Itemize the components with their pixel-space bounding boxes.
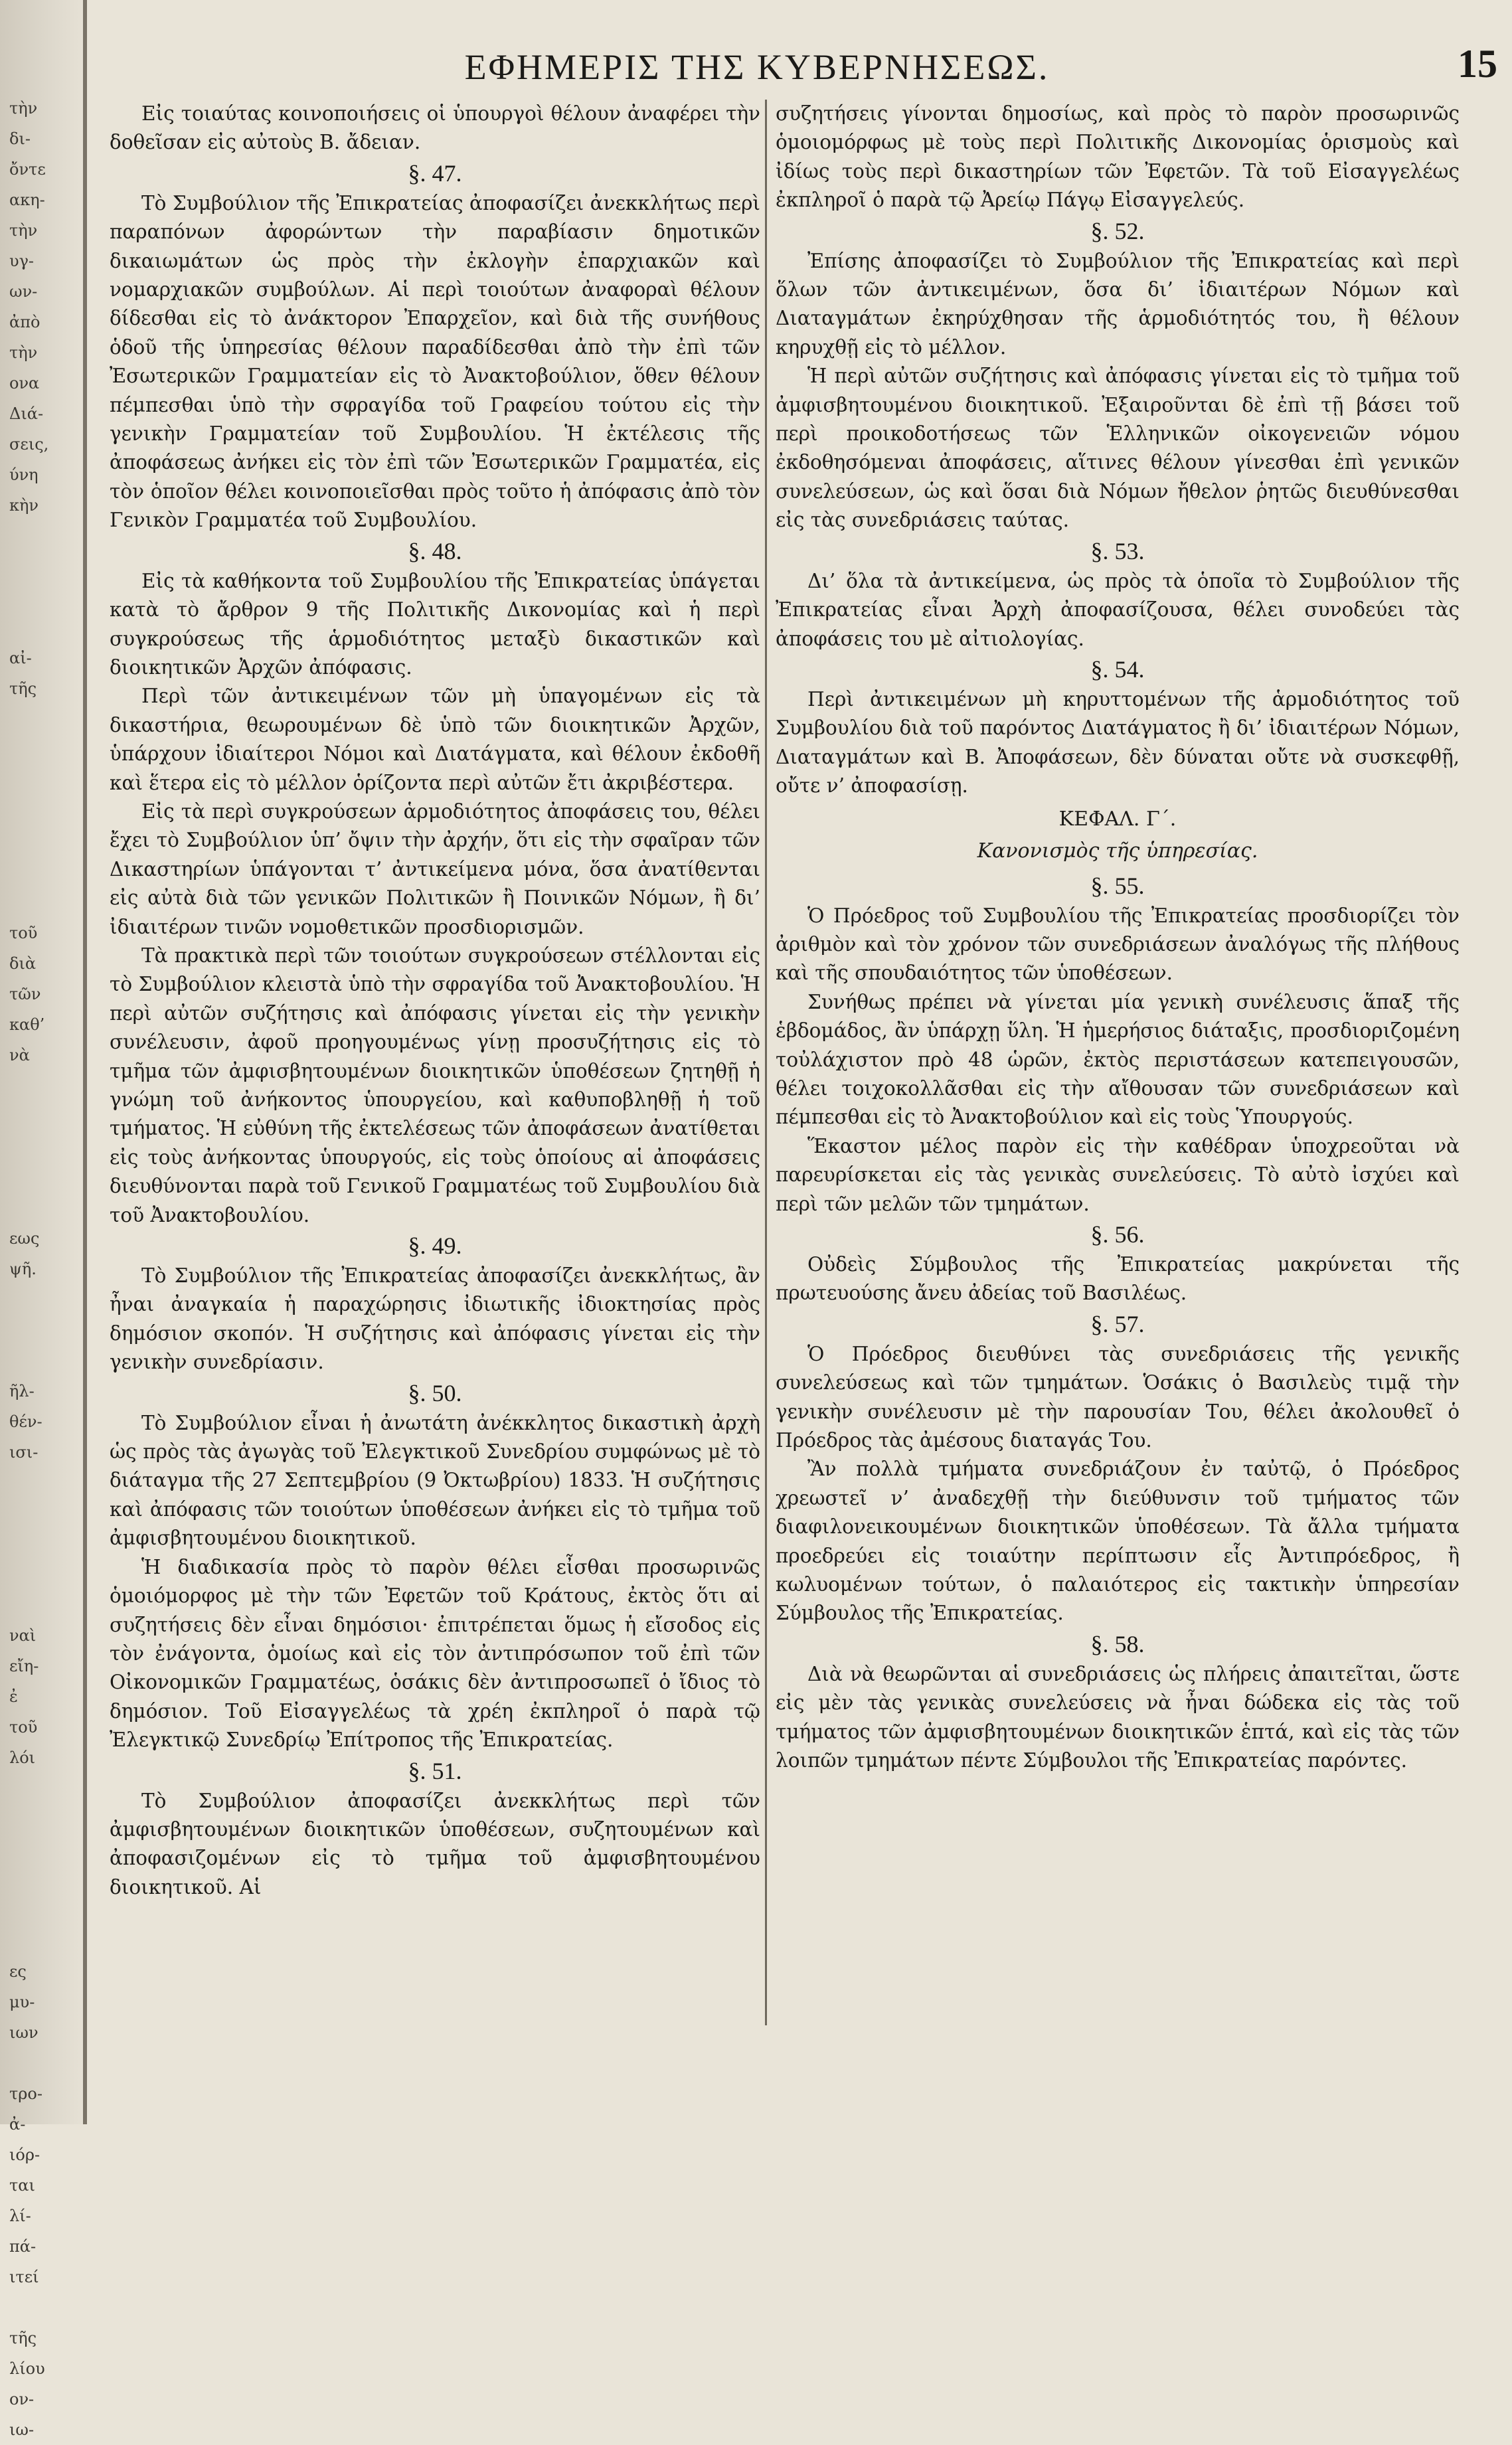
margin-fragment: ες — [9, 1962, 27, 1981]
margin-fragment — [9, 734, 76, 765]
article-paragraph: Ἡ διαδικασία πρὸς τὸ παρὸν θέλει εἶσθαι προσωρινῶς ὁμοιόμορφος μὲ τὴν τῶν Ἐφετῶν τοῦ Κράτους, ἐκτὸς ὅτι αἱ συζητήσεις δὲν εἶναι δημόσιοι· ἐπιτρέπεται ὅμως ἡ εἴσοδος εἰς τὸν ἐνάγοντα, ὁμοίως καὶ εἰς τὸν ἀντιπρόσωπον τοῦ ἐπὶ τῶν Οἰκονομικῶν Γραμματέως, ὁσάκις δὲν ἀντιπροσωπεῖ ὁ ἴδιος τὸ δημόσιον. Τοῦ Εἰσαγγελέως τὰ χρέη ἐκπληροῖ ὁ παρὰ τῷ Ἐλεγκτικῷ Συνεδρίῳ Ἐπίτροπος τῆς Ἐπικρατείας. — [110, 1555, 760, 1752]
article-paragraph: συζητήσεις γίνονται δημοσίως, καὶ πρὸς τὸ παρὸν προσωρινῶς ὁμοιομόρφως μὲ τοὺς περὶ Πολιτικῆς Δικονομίας ὁρισμοὺς καὶ ἰδίως τοὺς περὶ δικαστηρίων τῶν Ἐφετῶν. Τὰ τοῦ Εἰσαγγελέως ἐκπληροῖ ὁ παρὰ τῷ Ἀρείῳ Πάγῳ Εἰσαγγελεύς. — [776, 102, 1460, 212]
margin-fragment — [9, 1529, 76, 1559]
margin-fragment — [9, 1804, 76, 1834]
margin-fragment: διὰ — [9, 954, 37, 973]
margin-fragment: Διά- — [9, 404, 44, 423]
article-paragraph: Τὸ Συμβούλιον ἀποφασίζει ἀνεκκλήτως περὶ τῶν ἀμφισβητουμένων διοικητικῶν ὑποθέσεων, συζητουμένων καὶ ἀποφασιζομένων εἰς τὸ τμῆμα τοῦ ἀμφισβητουμένου διοικητικοῦ. Αἱ — [110, 1789, 760, 1898]
section-heading: §. 50. — [408, 1379, 462, 1406]
margin-fragment: ῆλ- — [9, 1382, 35, 1400]
margin-fragment: ται — [9, 2176, 35, 2195]
article-paragraph: Ὁ Πρόεδρος διευθύνει τὰς συνεδριάσεις τῆς γενικῆς συνελεύσεως καὶ τῶν τμημάτων. Ὁσάκις ὁ Βασιλεὺς τιμᾷ τὴν γενικὴν συνέλευσιν μὲ τὴν παρουσίαν Του, θέλει ἀκολουθεῖ ὁ Πρόεδρος τὰς ἀμέσους διαταγάς Του. — [776, 1342, 1460, 1452]
chapter-heading: ΚΕΦΑΛ. Γ΄. — [1058, 807, 1177, 831]
margin-fragment: τὴν — [9, 343, 38, 362]
margin-fragment — [9, 582, 76, 612]
adjacent-page-edge — [0, 0, 87, 2439]
margin-fragment: αἰ- — [9, 649, 32, 667]
margin-fragment — [9, 1773, 76, 1804]
margin-fragment — [9, 1345, 76, 1376]
margin-fragment: ιτεί — [9, 2268, 39, 2286]
margin-fragment: εως — [9, 1229, 40, 1248]
margin-fragment: ον- — [9, 2390, 35, 2408]
margin-fragment: τοῦ — [9, 1718, 38, 1736]
margin-fragment — [9, 1865, 76, 1895]
margin-fragment: λί- — [9, 2207, 31, 2225]
article-paragraph: Περὶ τῶν ἀντικειμένων τῶν μὴ ὑπαγομένων εἰς τὰ δικαστήρια, θεωρουμένων δὲ ὑπὸ τῶν διοικητικῶν Ἀρχῶν, ὑπάρχουν ἰδιαίτεροι Νόμοι καὶ Διατάγματα, καὶ θέλουν ἐκδοθῆ καὶ ἕτερα εἰς τὸ μέλλον ὁρίζοντα περὶ αὐτῶν ἔτι ἀκριβέστερα. — [110, 685, 760, 794]
section-heading: §. 47. — [408, 159, 462, 187]
margin-fragment — [9, 2292, 76, 2323]
article-paragraph: Συνήθως πρέπει νὰ γίνεται μία γενικὴ συνέλευσις ἅπαξ τῆς ἑβδομάδος, ἂν ὑπάρχῃ ὕλη. Ἡ ἡμερήσιος διάταξις, προσδιοριζομένη τοὐλάχιστον πρὸ 48 ὡρῶν, ἐκτὸς περιστάσεων κατεπειγουσῶν, θέλει τοιχοκολλᾶσθαι εἰς τὴν αἴθουσαν τῶν συνεδριάσεων καὶ πέμπεσθαι εἰς τὸ Ἀνακτοβούλιον καὶ εἰς τοὺς Ὑπουργούς. — [776, 990, 1460, 1129]
right-column — [776, 100, 1460, 1776]
margin-fragment — [9, 1926, 76, 1956]
left-column — [110, 100, 760, 1902]
column-divider — [765, 100, 767, 2025]
margin-fragment — [9, 551, 76, 582]
margin-fragment — [9, 1101, 76, 1132]
section-heading: §. 48. — [408, 537, 462, 564]
margin-fragment — [9, 826, 76, 857]
margin-fragment: τοῦ — [9, 924, 38, 942]
chapter-subtitle: Κανονισμὸς τῆς ὑπηρεσίας. — [977, 839, 1258, 863]
margin-fragment: σεις, — [9, 435, 49, 454]
article-paragraph: Εἰς τοιαύτας κοινοποιήσεις οἱ ὑπουργοὶ θέλουν ἀναφέρει τὴν δοθεῖσαν εἰς αὐτοὺς Β. ἄδειαν. — [110, 102, 760, 154]
adjacent-page-fragments — [9, 93, 76, 2445]
margin-fragment: ακη- — [9, 191, 45, 209]
section-heading: §. 52. — [1090, 217, 1145, 244]
section-heading: §. 49. — [408, 1232, 462, 1260]
margin-fragment — [9, 1284, 76, 1315]
margin-fragment: ἀπὸ — [9, 313, 41, 331]
margin-fragment: ιων — [9, 2023, 39, 2042]
margin-fragment — [9, 1559, 76, 1590]
margin-fragment — [9, 704, 76, 734]
margin-fragment: λίου — [9, 2359, 45, 2378]
article-paragraph: Τὸ Συμβούλιον τῆς Ἐπικρατείας ἀποφασίζει ἀνεκκλήτως, ἂν ἦναι ἀναγκαία ἡ παραχώρησις ἰδιωτικῆς ἰδιοκτησίας πρὸς δημόσιον σκοπόν. Ἡ συζήτησις καὶ ἀπόφασις γίνεται εἰς τὴν γενικὴν συνεδρίασιν. — [110, 1264, 760, 1374]
page-number: 15 — [1458, 42, 1497, 86]
margin-fragment: νὰ — [9, 1046, 30, 1064]
margin-fragment — [9, 2048, 76, 2078]
section-heading: §. 55. — [1090, 872, 1145, 899]
margin-fragment — [9, 1468, 76, 1498]
margin-fragment — [9, 1315, 76, 1345]
article-paragraph: Ἂν πολλὰ τμήματα συνεδριάζουν ἐν ταὐτῷ, ὁ Πρόεδρος χρεωστεῖ ν’ ἀναδεχθῇ τὴν διεύθυνσιν τοῦ τμήματος τῶν διαφιλονεικουμένων διοικητικῶν ὑποθέσεων. Τὰ ἄλλα τμήματα προεδρεύει εἰς τοιαύτην περίπτωσιν εἷς Ἀντιπρόεδρος, ἢ κωλυομένων τούτων, ὁ παλαιότερος εἰς τακτικὴν ὑπηρεσίαν Σύμβουλος τῆς Ἐπικρατείας. — [776, 1458, 1460, 1625]
margin-fragment: ψῆ. — [9, 1260, 37, 1278]
section-heading: §. 57. — [1090, 1310, 1145, 1337]
margin-fragment: λόι — [9, 1748, 36, 1767]
margin-fragment: τῶν — [9, 985, 41, 1003]
margin-fragment: υγ- — [9, 252, 35, 270]
margin-fragment: ύνη — [9, 465, 39, 484]
margin-fragment: ιω- — [9, 2420, 35, 2439]
margin-fragment — [9, 1070, 76, 1101]
margin-fragment: θέν- — [9, 1412, 42, 1431]
margin-fragment — [9, 1132, 76, 1162]
margin-fragment — [9, 887, 76, 918]
article-paragraph: Οὐδεὶς Σύμβουλος τῆς Ἐπικρατείας μακρύνεται τῆς πρωτευούσης ἄνευ ἀδείας τοῦ Βασιλέως. — [776, 1253, 1460, 1305]
margin-fragment — [9, 1498, 76, 1529]
margin-fragment: ισι- — [9, 1443, 39, 1462]
margin-fragment — [9, 521, 76, 551]
margin-fragment: πά- — [9, 2237, 37, 2256]
margin-fragment — [9, 796, 76, 826]
page-header-title: ΕΦΗΜΕΡΙΣ ΤΗΣ ΚΥΒΕΡΝΗΣΕΩΣ. — [464, 47, 1050, 87]
section-heading: §. 58. — [1090, 1630, 1145, 1657]
margin-fragment: τρο- — [9, 2084, 42, 2103]
article-paragraph: Τὰ πρακτικὰ περὶ τῶν τοιούτων συγκρούσεων στέλλονται εἰς τὸ Συμβούλιον κλειστὰ ὑπὸ τὴν σφραγίδα τοῦ Ἀνακτοβουλίου. Ἡ περὶ αὐτῶν συζήτησις καὶ ἀπόφασις γίνεται εἰς τὴν γενικὴν συνέλευσιν, ἀφοῦ προηγουμένως γίνῃ προσυζήτησις εἰς τὸ τμῆμα τῶν ἀμφισβητουμένων διοικητικῶν ὑποθέσεων ζητηθῇ ἡ γνώμη τοῦ ἀνήκοντος ὑπουργείου, καὶ καθυποβληθῇ ἡ τοῦ τμήματος. Ἡ εὐθύνη τῆς ἐκτελέσεως τῶν ἀποφάσεων ἀνατίθεται εἰς τοὺς ἀνήκοντας ὑπουργούς, εἰς τοὺς ὁποίους αἱ ἀποφάσεις διευθύνονται παρὰ τοῦ Γενικοῦ Γραμματέως τοῦ Συμβουλίου διὰ τοῦ Ἀνακτοβουλίου. — [110, 944, 760, 1226]
margin-fragment — [9, 1590, 76, 1620]
margin-fragment — [9, 1193, 76, 1223]
margin-fragment: ων- — [9, 282, 38, 301]
margin-fragment: τὴν — [9, 99, 38, 118]
article-paragraph: Διὰ νὰ θεωρῶνται αἱ συνεδριάσεις ὡς πλήρεις ἀπαιτεῖται, ὥστε εἰς μὲν τὰς γενικὰς συνελεύσεις νὰ ἦναι δώδεκα εἰς τὰς τοῦ τμήματος τῶν ἀμφισβητουμένων διοικητικῶν ἑπτά, καὶ εἰς τὰς τῶν λοιπῶν τμημάτων πέντε Σύμβουλοι τῆς Ἐπικρατείας παρόντες. — [776, 1662, 1460, 1772]
margin-fragment — [9, 1834, 76, 1865]
section-heading: §. 56. — [1090, 1221, 1145, 1248]
margin-fragment — [9, 857, 76, 887]
section-heading: §. 51. — [408, 1757, 462, 1784]
margin-fragment: εἴη- — [9, 1657, 39, 1675]
article-paragraph: Τὸ Συμβούλιον εἶναι ἡ ἀνωτάτη ἀνέκκλητος δικαστικὴ ἀρχὴ ὡς πρὸς τὰς ἀγωγὰς τοῦ Ἐλεγκτικοῦ Συνεδρίου συμφώνως μὲ τὸ διάταγμα τῆς 27 Σεπτεμβρίου (9 Ὀκτωβρίου) 1833. Ἡ συζήτησις καὶ ἀπόφασις τῶν τοιούτων ὑποθέσεων ἀνήκει εἰς τὸ τμῆμα τοῦ ἀμφισβητουμένου διοικητικοῦ. — [110, 1411, 760, 1550]
article-paragraph: Τὸ Συμβούλιον τῆς Ἐπικρατείας ἀποφασίζει ἀνεκκλήτως περὶ παραπόνων ἀφορώντων τὴν παραβίασιν δημοτικῶν δικαιωμάτων ὡς πρὸς τὴν ἐκλογὴν ἐπαρχιακῶν καὶ νομαρχιακῶν συμβούλων. Αἱ περὶ τοιούτων ἀναφοραὶ θέλουν δίδεσθαι εἰς τὸ ἀνάκτορον Ἐπαρχεῖον, καὶ διὰ τῆς συνήθους ὁδοῦ τῆς ὑπηρεσίας θέλουν παραδίδεσθαι ἀπὸ τὴν ἐπὶ τῶν Ἐσωτερικῶν Γραμματείαν εἰς τὸ Ἀνακτοβούλιον, ὅθεν θέλουν πέμπεσθαι ὑπὸ τὴν σφραγίδα τοῦ Γραφείου τούτου εἰς τὴν γενικὴν Γραμματείαν τοῦ Συμβουλίου. Ἡ ἐκτέλεσις τῆς ἀποφάσεως ἀνήκει εἰς τὸν ἐπὶ τῶν Ἐσωτερικῶν Γραμματέα, εἰς τὸν ὁποῖον θέλει κοινοποιεῖσθαι πρὸς τοῦτο ἡ ἀπόφασις ἀπὸ τὸν Γενικὸν Γραμματέα τοῦ Συμβουλίου. — [110, 191, 760, 532]
margin-fragment — [9, 1895, 76, 1926]
margin-fragment: μυ- — [9, 1993, 35, 2011]
article-paragraph: Εἰς τὰ περὶ συγκρούσεων ἁρμοδιότητος ἀποφάσεις του, θέλει ἔχει τὸ Συμβούλιον ὑπ’ ὄψιν τὴν ἀρχήν, ὅτι εἰς τὴν σφαῖραν τῶν Δικαστηρίων ὑπάγονται τ’ ἀντικείμενα μόνα, ὅσα ἀνατίθενται εἰς αὐτὰ διὰ τῶν γενικῶν Πολιτικῶν ἢ Ποινικῶν Νόμων, ἢ δι’ ἰδιαιτέρων τινῶν νομοθετικῶν προσδιορισμῶν. — [110, 800, 760, 938]
margin-fragment: κὴν — [9, 496, 39, 515]
margin-fragment — [9, 765, 76, 796]
article-paragraph: Ἡ περὶ αὐτῶν συζήτησις καὶ ἀπόφασις γίνεται εἰς τὸ τμῆμα τοῦ ἀμφισβητουμένου διοικητικοῦ. Ἐξαιροῦνται δὲ ἐπὶ τῇ βάσει τοῦ περὶ προικοδοτήσεως τῶν Ἑλληνικῶν οἰκογενειῶν νόμου ἐκδοθησόμεναι ἀποφάσεις, αἵτινες θέλουν γίνεσθαι ἐπὶ γενικῶν συνελεύσεων, ὡς καὶ ὅσαι διὰ Νόμων ἤθελον ῥητῶς διευθύνεσθαι εἰς τὰς συνεδριάσεις ταύτας. — [776, 365, 1460, 532]
article-paragraph: Ἕκαστον μέλος παρὸν εἰς τὴν καθέδραν ὑποχρεοῦται νὰ παρευρίσκεται εἰς τὰς γενικὰς συνελεύσεις. Τὸ αὐτὸ ἰσχύει καὶ περὶ τῶν μελῶν τῶν τμημάτων. — [776, 1134, 1460, 1215]
margin-fragment — [9, 612, 76, 643]
margin-fragment: τῆς — [9, 2329, 37, 2347]
margin-fragment: τῆς — [9, 679, 37, 698]
margin-fragment: ὄντε — [9, 160, 46, 179]
margin-fragment — [9, 1162, 76, 1193]
article-paragraph: Ἐπίσης ἀποφασίζει τὸ Συμβούλιον τῆς Ἐπικρατείας καὶ περὶ ὅλων τῶν ἀντικειμένων, ὅσα δι’ ἰδιαιτέρων Νόμων καὶ Διαταγμάτων ἐκηρύχθησαν τῆς ἁρμοδιότητός του, ἢ θέλουν κηρυχθῇ εἰς τὸ μέλλον. — [776, 249, 1460, 359]
margin-fragment: ἐ — [9, 1687, 18, 1706]
margin-fragment: ιόρ- — [9, 2146, 41, 2164]
margin-fragment: ονα — [9, 374, 40, 392]
article-paragraph: Δι’ ὅλα τὰ ἀντικείμενα, ὡς πρὸς τὰ ὁποῖα τὸ Συμβούλιον τῆς Ἐπικρατείας εἶναι Ἀρχὴ ἀποφασίζουσα, θέλει συνοδεύει τὰς ἀποφάσεις του μὲ αἰτιολογίας. — [776, 569, 1460, 650]
margin-fragment: ναὶ — [9, 1626, 37, 1645]
margin-fragment: τὴν — [9, 221, 38, 240]
article-paragraph: Εἰς τὰ καθήκοντα τοῦ Συμβουλίου τῆς Ἐπικρατείας ὑπάγεται κατὰ τὸ ἄρθρον 9 τῆς Πολιτικῆς Δικονομίας καὶ ἡ περὶ συγκρούσεως τῆς ἁρμοδιότητος μεταξὺ δικαστικῶν καὶ διοικητικῶν Ἀρχῶν ἀπόφασις. — [110, 569, 760, 679]
margin-fragment: δι- — [9, 129, 31, 148]
section-heading: §. 53. — [1090, 537, 1145, 564]
article-paragraph: Περὶ ἀντικειμένων μὴ κηρυττομένων τῆς ἁρμοδιότητος τοῦ Συμβουλίου διὰ τοῦ παρόντος Διατάγματος ἢ δι’ ἰδιαιτέρων Νόμων, Διαταγμάτων καὶ Β. Ἀποφάσεων, δὲν δύναται οὔτε νὰ συσκεφθῇ, οὔτε ν’ ἀποφασίσῃ. — [776, 687, 1460, 798]
margin-fragment: ἀ- — [9, 2115, 26, 2134]
section-heading: §. 54. — [1090, 655, 1145, 683]
article-paragraph: Ὁ Πρόεδρος τοῦ Συμβουλίου τῆς Ἐπικρατείας προσδιορίζει τὸν ἀριθμὸν καὶ τὸν χρόνον τῶν συνεδριάσεων ἀναλόγως τῆς πλήθους καὶ τῆς σπουδαιότητος τῶν ὑποθέσεων. — [776, 904, 1460, 985]
margin-fragment: καθ’ — [9, 1015, 45, 1034]
